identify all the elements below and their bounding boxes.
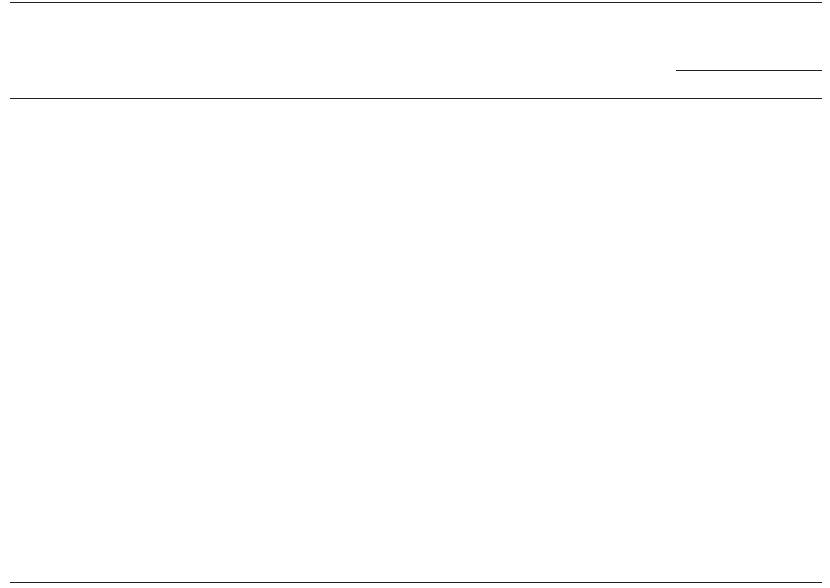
top-rule [10,2,822,3]
node2-header-underline [676,70,822,71]
header-rule [10,98,822,99]
bottom-rule [10,582,822,583]
